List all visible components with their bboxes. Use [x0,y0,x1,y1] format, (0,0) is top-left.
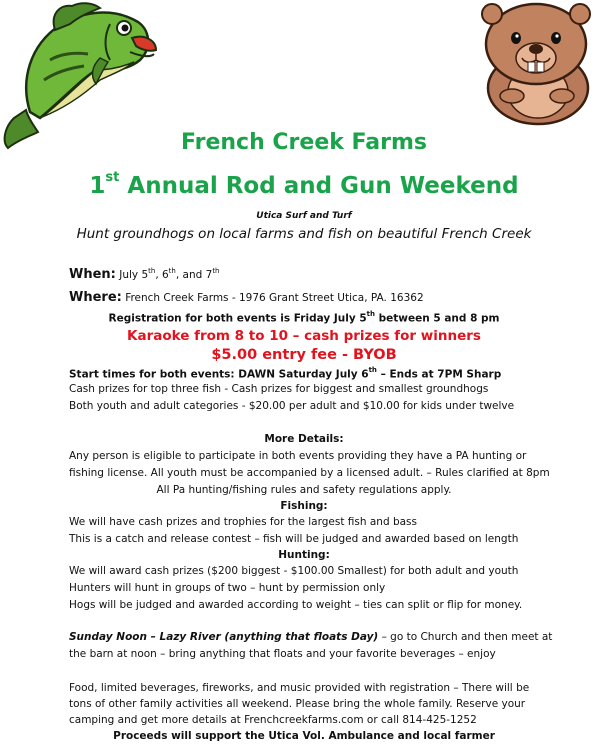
details-line-3: All Pa hunting/fishing rules and safety regulations apply. [156,484,452,496]
event-title-number: 1 [89,173,106,199]
sunday-lead: Sunday Noon – Lazy River (anything that floats Day) [69,631,379,643]
footer-line-3: camping and get more details at Frenchcreekfarms.com or call 814-425-1252 [69,714,477,726]
start-times-sup: th [368,366,377,374]
start-times-text-a: Start times for both events: DAWN Saturday July 6 [69,368,369,381]
bass-fish-illustration [0,0,160,150]
when-sup-1: th [148,266,156,275]
hunting-line-3: Hogs will be judged and awarded according to weight – ties can split or flip for money. [69,599,523,611]
tagline: Utica Surf and Turf [256,211,352,221]
when-row [69,268,220,281]
more-details-heading: More Details: [264,433,344,445]
hunting-heading: Hunting: [278,549,330,561]
when-sup-3: th [212,266,220,275]
footer-line-2: tons of other family activities all weekend. Please bring the whole family. Reserve your [69,698,526,710]
event-description: Hunt groundhogs on local farms and fish on beautiful French Creek [76,226,532,242]
fishing-line-1: We will have cash prizes and trophies for the largest fish and bass [69,516,418,528]
fishing-heading: Fishing: [280,500,328,512]
sunday-line-2: the barn at noon – bring anything that floats and your favorite beverages – enjoy [69,648,496,660]
where-label: Where: [69,290,122,305]
sunday-line-1 [69,632,552,643]
when-sup-2: th [168,266,176,275]
entry-fee-line: $5.00 entry fee - BYOB [211,347,397,363]
start-times-line [69,368,501,380]
details-line-2: fishing license. All youth must be accompanied by a licensed adult. – Rules clarified at 8pm [69,467,550,479]
when-label: When: [69,267,116,282]
event-title-ordinal: st [105,170,120,186]
fishing-line-2: This is a catch and release contest – fish will be judged and awarded based on length [69,533,519,545]
footer-line-1: Food, limited beverages, fireworks, and music provided with registration – There will be [69,682,530,694]
sunday-rest: – go to Church and then meet at [378,631,553,643]
registration-sup: th [366,310,375,318]
registration-text-a: Registration for both events is Friday July 5 [108,312,367,325]
page-title: French Creek Farms [181,130,427,155]
registration-line [0,312,608,324]
when-date-1: July 5 [119,269,149,281]
cash-prizes-line: Cash prizes for top three fish - Cash prizes for biggest and smallest groundhogs [69,383,489,395]
details-line-1: Any person is eligible to participate in both events providing they have a PA hunting or [69,450,527,462]
karaoke-line: Karaoke from 8 to 10 – cash prizes for winners [127,328,481,344]
event-title-text: Annual Rod and Gun Weekend [127,173,519,199]
where-row [69,291,424,304]
start-times-text-b: – Ends at 7PM Sharp [376,368,502,381]
groundhog-illustration [462,0,608,128]
hunting-line-1: We will award cash prizes ($200 biggest - $100.00 Smallest) for both adult and youth [69,565,519,577]
proceeds-line: Proceeds will support the Utica Vol. Ambulance and local farmer [113,730,495,742]
when-date-3: , and 7 [175,269,213,281]
categories-line: Both youth and adult categories - $20.00 per adult and $10.00 for kids under twelve [69,400,515,412]
event-title [0,170,608,199]
when-date-2: , 6 [155,269,169,281]
registration-text-b: between 5 and 8 pm [375,312,500,325]
hunting-line-2: Hunters will hunt in groups of two – hunt by permission only [69,582,386,594]
where-value: French Creek Farms - 1976 Grant Street Utica, PA. 16362 [125,292,424,304]
